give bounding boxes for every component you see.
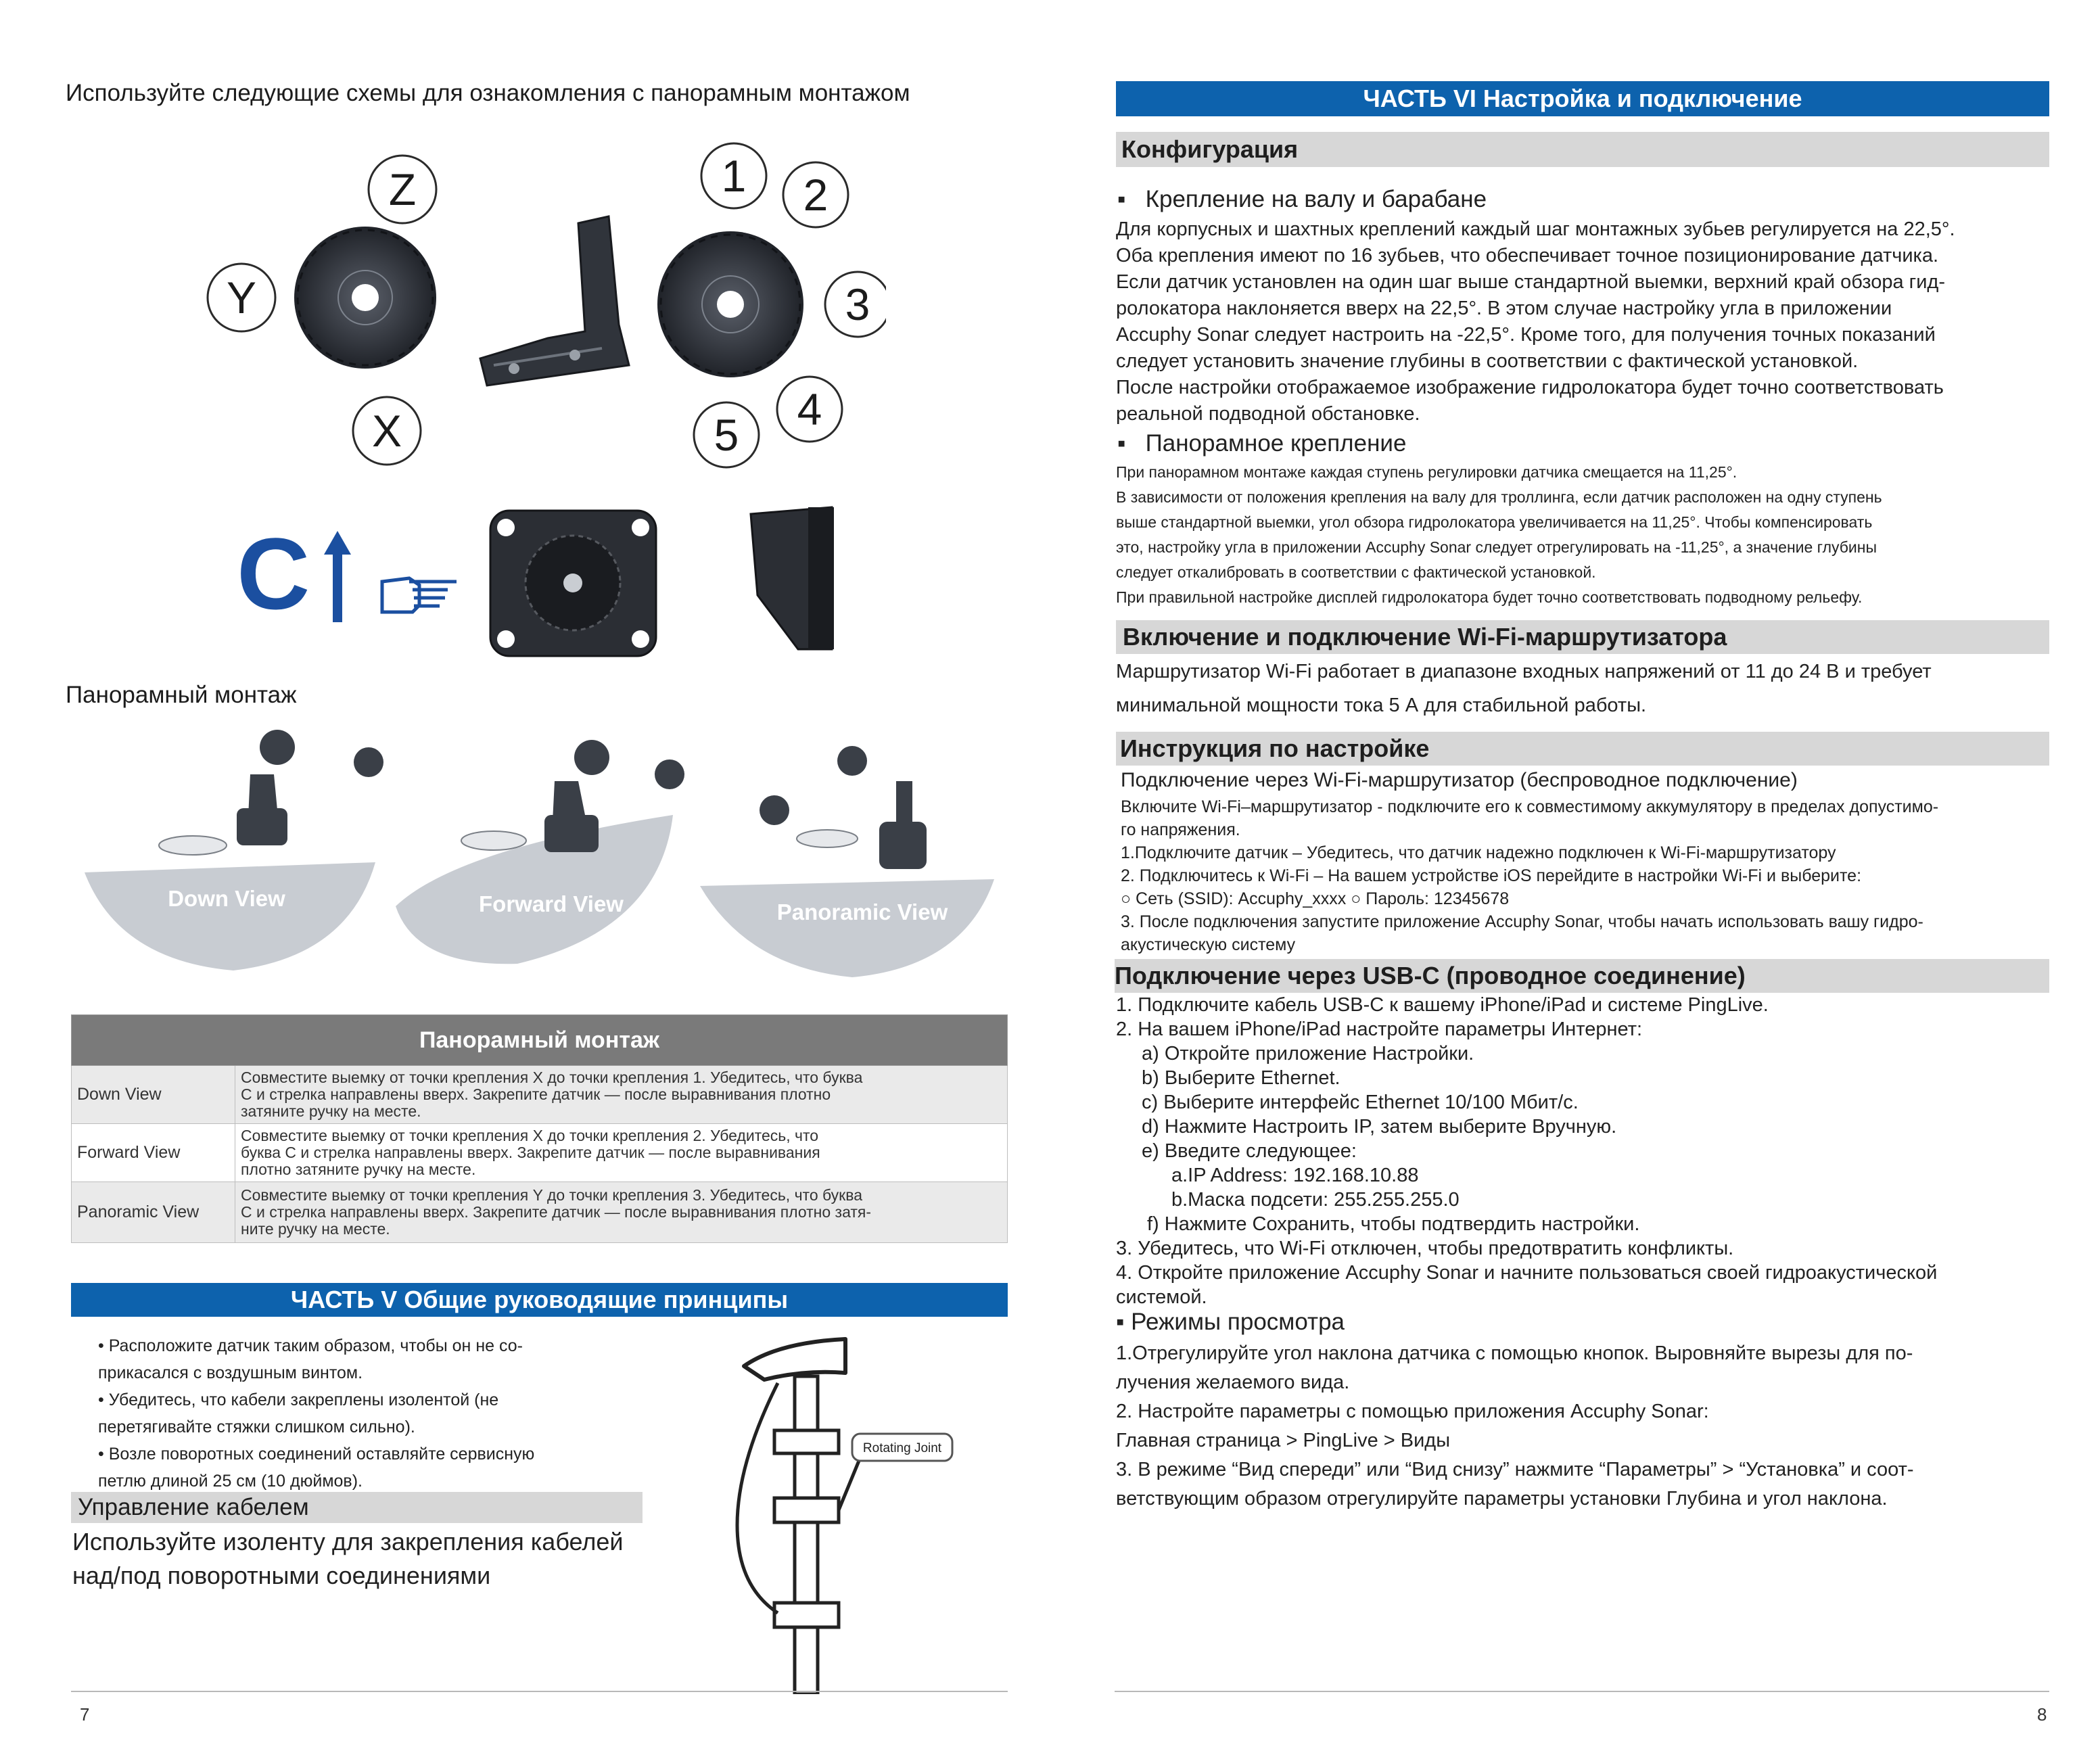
badge-3: 3 [845,279,870,329]
mount-views-illustration [78,727,1011,977]
table-row [72,1066,1008,1124]
list-item: a) Откройте приложение Настройки. [1142,1043,1474,1064]
page-number-left: 7 [80,1704,90,1725]
view-modes-title: ▪ Режимы просмотра [1116,1309,1345,1335]
view-modes-text: 1.Отрегулируйте угол наклона датчика с помощью кнопок. Выровняйте вырезы для по- лучения желаемого вида. 2. Настройте параметры с помощью приложения Accuphy Sonar: Главная страница > PingLive > Виды 3. В режиме “Вид спереди” или “Вид снизу” нажмите “Параметры” > “Установка” и соот- ветствующим образом отрегулируйте параметры установки Глубина и угол наклона. [1116,1342,1914,1510]
usb-steps [1116,993,1937,1309]
list-item: системой. [1116,1286,1207,1308]
badge-2: 2 [803,170,829,220]
wifi-text: Маршрутизатор Wi-Fi работает в диапазоне входных напряжений от 11 до 24 В и требует минимальной мощности тока 5 А для стабильной работы. [1116,661,1932,716]
panoramic-text: При панорамном монтаже каждая ступень регулировки датчика смещается на 11,25°. В зависимости от положения крепления на валу для троллинга, если датчик расположен на одну ступень выше стандартной выемки, угол обзора гидролокатора увеличивается на 11,25°. Чтобы компенсировать это, настройку угла в приложении Accuphy Sonar следует отрегулировать на -11,25°, а значение глубины следует откалибровать в соответствии с фактической установкой. При правильной настройке дисплей гидролокатора будет точно соответствовать подводному рельефу. [1116,463,1882,606]
list-item: a.IP Address: 192.168.10.88 [1171,1165,1419,1186]
list-item: f) Нажмите Сохранить, чтобы подтвердить настройки. [1147,1213,1640,1235]
list-item: 3. Убедитесь, что Wi-Fi отключен, чтобы предотвратить конфликты. [1116,1238,1734,1259]
badge-5: 5 [714,410,739,460]
config-heading: Конфигурация [1116,132,2049,167]
table-cell-name: Forward View [72,1124,235,1182]
table-cell-name: Down View [72,1066,235,1124]
list-item: b.Маска подсети: 255.255.255.0 [1171,1189,1460,1211]
mounting-diagram [196,135,886,663]
table-title: Панорамный монтаж [72,1015,1008,1066]
intro-text: Используйте следующие схемы для ознакомления с панорамным монтажом [66,80,910,106]
list-item: 4. Откройте приложение Accuphy Sonar и начните пользоваться своей гидроакустической [1116,1262,1938,1284]
table-cell-desc: Совместите выемку от точки крепления X до точки крепления 1. Убедитесь, что буква С и стрелка направлены вверх. Закрепите датчик — после выравнивания плотно затяните ручку на месте. [235,1066,1008,1124]
label-panoramic-view: Panoramic View [776,899,948,925]
footer-rule-left [71,1691,1008,1692]
setup-text: Включите Wi-Fi–маршрутизатор - подключите его к совместимому аккумулятору в пределах допустимо- го напряжения. 1.Подключите датчик – Убедитесь, что датчик надежно подключен к Wi-Fi-маршрутизатору 2. Подключитесь к Wi-Fi – На вашем устройстве iOS перейдите в настройки Wi-Fi и выберите: ○ Сеть (SSID): Accuphy_xxxx ○ Пароль: 12345678 3. После подключения запустите приложение Accuphy Sonar, чтобы начать использовать вашу гидро- акустическую систему [1121,797,1939,954]
list-item: e) Введите следующее: [1142,1140,1357,1162]
footer-rule-right [1115,1691,2049,1692]
shaft-text: Для корпусных и шахтных креплений каждый шаг монтажных зубьев регулируется на 22,5°. Оба крепления имеют по 16 зубьев, что обеспечивает точное позиционирование датчика. Если датчик установлен на один шаг выше стандартной выемки, верхний край обзора гид- ролокатора наклоняется вверх на 22,5°. В этом случае настройку угла в приложении Accuphy Sonar следует настроить на -22,5°. Кроме того, для получения точных показаний следует установить значение глубины в соответствии с фактической установкой. После настройки отображаемое изображение гидролокатора будет точно соответствовать реальной подводной обстановке. [1116,218,1955,425]
label-forward-view: Forward View [479,891,624,916]
list-item: d) Нажмите Настроить IP, затем выберите Вручную. [1142,1116,1617,1138]
list-item: • Расположите датчик таким образом, чтобы он не со- [98,1336,523,1355]
table-row [72,1182,1008,1243]
table-cell-desc: Совместите выемку от точки крепления Y до точки крепления 3. Убедитесь, что буква С и стрелка направлены вверх. Закрепите датчик — после выравнивания плотно затя- ните ручку на месте. [235,1182,1008,1243]
part6-title: ЧАСТЬ VI Настройка и подключение [1116,81,2049,116]
cable-heading: Управление кабелем [71,1492,643,1523]
badge-z: Z [388,164,417,214]
shaft-title: ▪ Крепление на валу и барабане [1117,186,1487,212]
setup-heading: Инструкция по настройке [1116,732,2049,766]
badge-4: 4 [797,384,822,434]
list-item: b) Выберите Ethernet. [1142,1067,1340,1089]
list-item: 1. Подключите кабель USB-C к вашему iPhone/iPad и системе PingLive. [1116,994,1769,1016]
guidelines-list [98,1332,534,1495]
table-cell-desc: Совместите выемку от точки крепления X до точки крепления 2. Убедитесь, что буква С и стрелка направлены вверх. Закрепите датчик — после выравнивания плотно затяните ручку на месте. [235,1124,1008,1182]
wifi-heading: Включение и подключение Wi-Fi-маршрутизатора [1116,620,2049,654]
panoramic-mount-label: Панорамный монтаж [66,682,297,708]
mount-gear-right-icon [657,231,803,377]
panoramic-title: ▪ Панорамное крепление [1117,430,1407,457]
page-number-right: 8 [2037,1704,2047,1725]
list-item: перетягивайте стяжки слишком сильно). [98,1418,415,1436]
badge-x: X [371,406,402,456]
rotating-joint-label: Rotating Joint [862,1441,942,1455]
table-cell-name: Panoramic View [72,1182,235,1243]
table-row [72,1124,1008,1182]
list-item: c) Выберите интерфейс Ethernet 10/100 Мбит/с. [1142,1092,1579,1113]
up-arrow-icon [324,531,351,622]
badge-y: Y [226,273,257,323]
list-item: 2. На вашем iPhone/iPad настройте параметры Интернет: [1116,1019,1643,1040]
list-item: • Убедитесь, что кабели закреплены изолентой (не [98,1390,499,1409]
mount-gear-left-icon [294,227,436,369]
badge-1: 1 [721,151,747,201]
panoramic-mount-table [71,1014,1008,1243]
l-bracket-icon [480,216,629,385]
mount-plate-icon [490,511,656,656]
label-down-view: Down View [168,886,285,911]
cable-text: Используйте изоленту для закрепления кабелей над/под поворотными соединениями [72,1528,624,1589]
usb-heading: Подключение через USB-C (проводное соединение) [1115,959,2049,993]
setup-subtitle: Подключение через Wi-Fi-маршрутизатор (беспроводное подключение) [1121,769,1798,791]
list-item: прикасался с воздушным винтом. [98,1363,363,1382]
pointing-hand-icon [382,578,457,612]
letter-c: C [237,517,310,630]
part5-title: ЧАСТЬ V Общие руководящие принципы [71,1283,1008,1317]
rotating-joint-illustration [724,1329,967,1694]
transducer-side-icon [751,507,834,649]
list-item: петлю длиной 25 см (10 дюймов). [98,1472,363,1491]
list-item: • Возле поворотных соединений оставляйте сервисную [98,1445,535,1464]
